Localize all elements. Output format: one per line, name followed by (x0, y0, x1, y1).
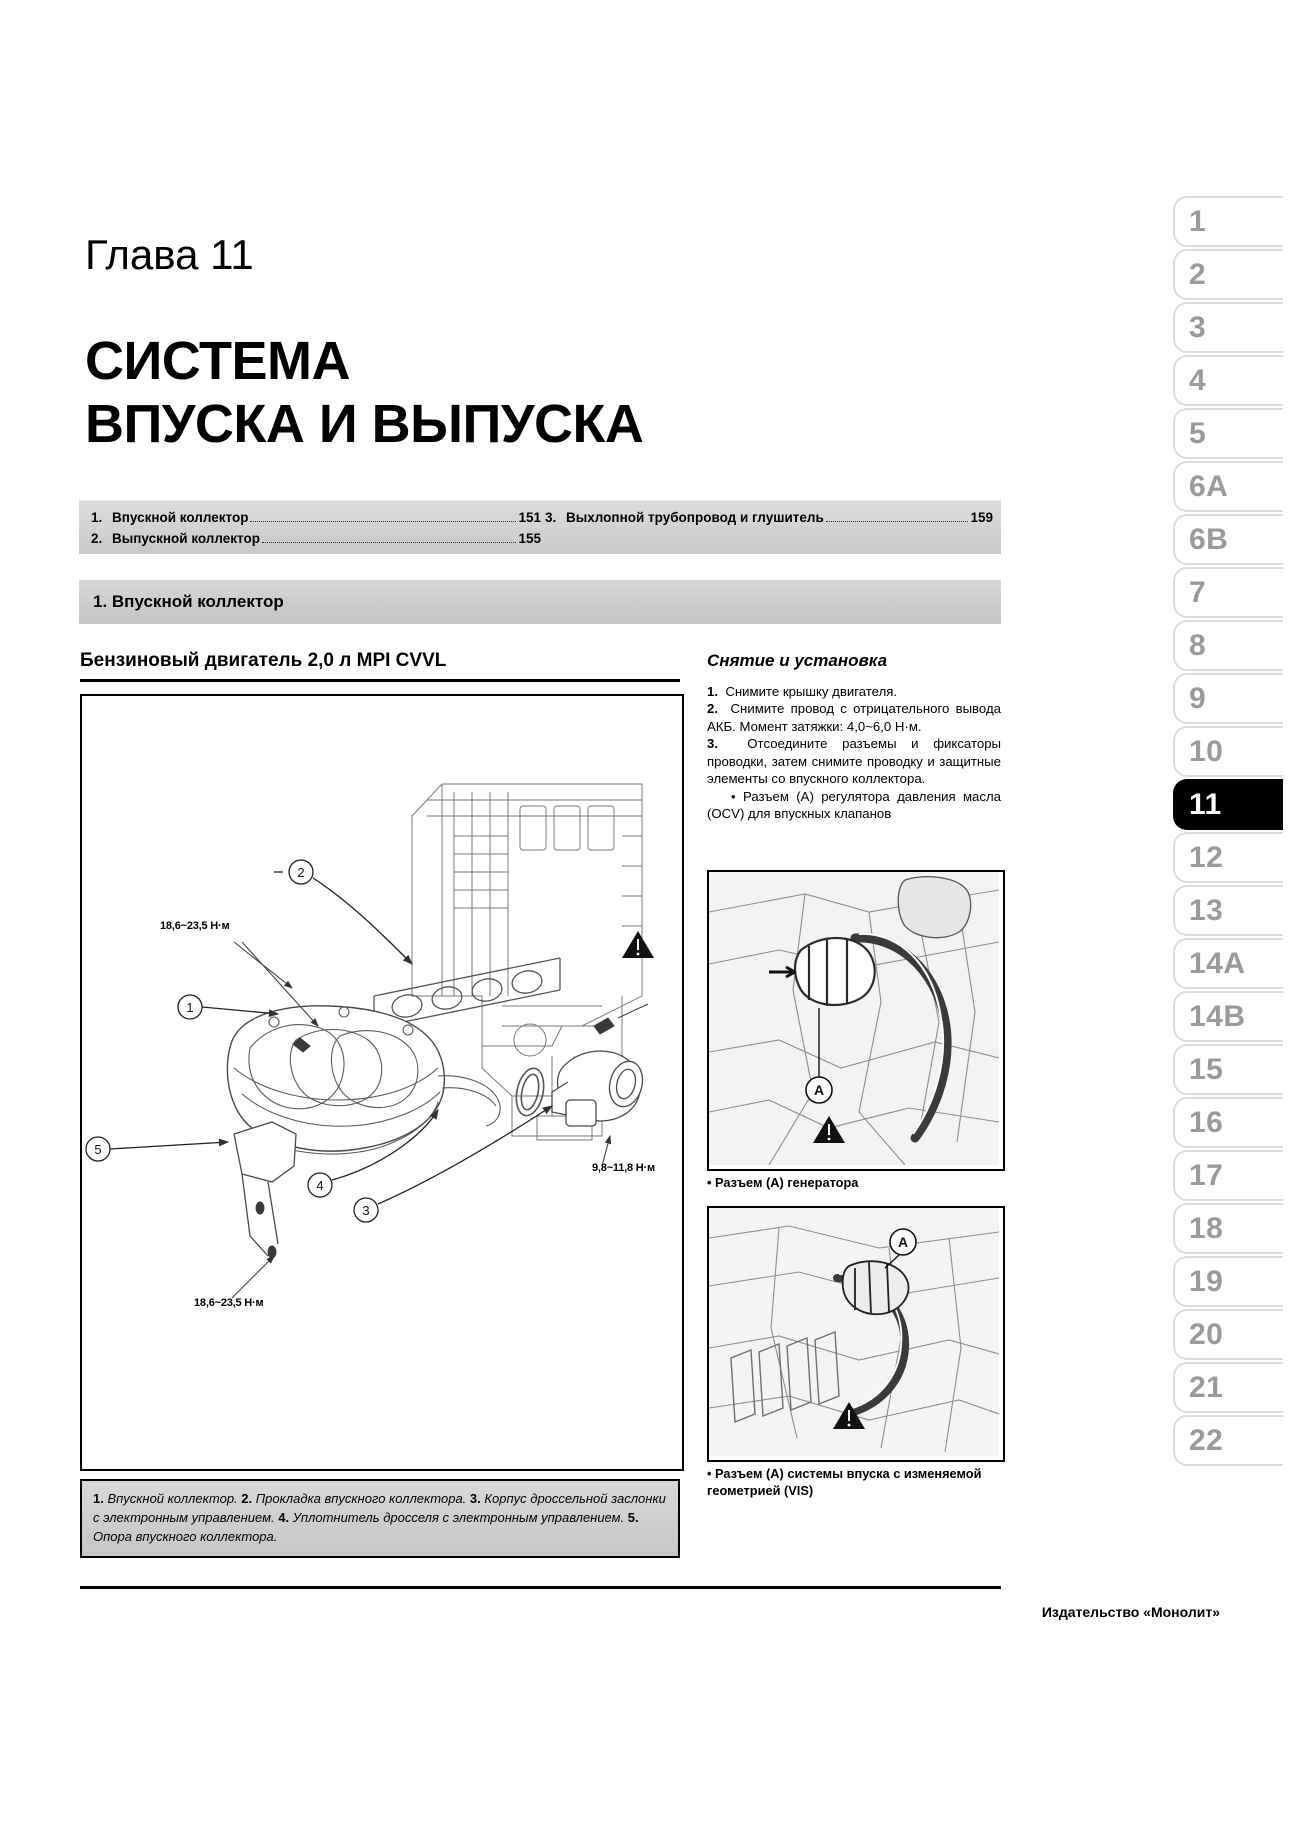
chapter-tab-9[interactable] (1173, 673, 1283, 724)
caption-item-number: 5. (627, 1509, 639, 1525)
chapter-tab-label: 1 (1189, 204, 1207, 238)
procedure-step (707, 683, 1001, 700)
photo-vis-connector (707, 1206, 1005, 1462)
toc-entry-page: 155 (518, 530, 541, 546)
chapter-tab-7[interactable] (1173, 567, 1283, 618)
section-header-label: 1. Впускной коллектор (93, 592, 284, 611)
svg-text:3: 3 (362, 1203, 370, 1218)
chapter-tab-label: 8 (1189, 628, 1207, 662)
engine-bay-photo-1 (709, 872, 999, 1165)
chapter-tab-label: 22 (1189, 1423, 1224, 1457)
chapter-tab-18[interactable] (1173, 1203, 1283, 1254)
procedure-step (707, 700, 1001, 735)
subtitle-rule (80, 679, 680, 682)
caption-item-number: 3. (469, 1491, 481, 1506)
chapter-tab-12[interactable] (1173, 832, 1283, 883)
chapter-tab-5[interactable] (1173, 408, 1283, 459)
procedure-bullet: • Разъем (А) регулятора давления масла (OCV) для впускных клапанов (707, 788, 1001, 821)
chapter-tab-label: 13 (1189, 893, 1224, 927)
section-header-bar (79, 580, 1001, 624)
chapter-tab-label: 9 (1189, 681, 1207, 715)
procedure-step-text: Снимите провод с отрицательного вывода АКБ. Момент затяжки: 4,0~6,0 Н·м. (707, 701, 1001, 734)
chapter-title-line-2: ВПУСКА И ВЫПУСКА (85, 393, 644, 454)
chapter-tab-label: 18 (1189, 1211, 1224, 1245)
caption-item-text: Корпус дроссельной заслонки с электронным управлением. (93, 1491, 666, 1525)
toc-entry[interactable] (91, 529, 541, 550)
procedure-step-number: 3. (707, 736, 718, 752)
svg-text:A: A (897, 1234, 909, 1250)
exploded-view-diagram (80, 694, 684, 1471)
chapter-tab-19[interactable] (1173, 1256, 1283, 1307)
chapter-tab-label: 17 (1189, 1158, 1224, 1192)
chapter-tab-20[interactable] (1173, 1309, 1283, 1360)
toc-entry-number: 1. (91, 510, 103, 525)
procedure-step-number: 1. (707, 684, 718, 699)
toc-entry-page: 151 (518, 510, 541, 525)
chapter-tab-22[interactable] (1173, 1415, 1283, 1466)
diagram-caption (80, 1479, 680, 1558)
toc-entry-page: 159 (970, 510, 993, 525)
engine-subtitle: Бензиновый двигатель 2,0 л MPI CVVL (80, 650, 447, 671)
procedure-step-number: 2. (707, 701, 718, 717)
torque-label-top: 18,6~23,5 Н·м (160, 920, 230, 932)
chapter-tab-label: 14B (1189, 999, 1246, 1033)
chapter-tab-label: 7 (1189, 575, 1207, 609)
chapter-tab-rail (1173, 196, 1283, 1466)
chapter-tab-label: 2 (1189, 257, 1207, 291)
chapter-tab-label: 3 (1189, 310, 1207, 344)
svg-text:4: 4 (316, 1178, 324, 1193)
chapter-tab-6B[interactable] (1173, 514, 1283, 565)
caption-item-number: 1. (93, 1491, 104, 1506)
chapter-tab-label: 19 (1189, 1264, 1224, 1298)
chapter-tab-11[interactable] (1173, 779, 1283, 830)
toc-column-left (91, 508, 541, 550)
toc-entry-title: Выхлопной трубопровод и глушитель (566, 510, 824, 525)
caption-item-number: 4. (278, 1509, 290, 1525)
chapter-tab-label: 21 (1189, 1370, 1224, 1404)
chapter-tab-label: 6A (1189, 469, 1229, 503)
toc-leader-dots (826, 521, 969, 522)
photo-caption-2-text: • Разъем (А) системы впуска с изменяемой геометрией (VIS) (707, 1466, 982, 1498)
svg-text:2: 2 (297, 865, 305, 880)
chapter-tab-label: 20 (1189, 1317, 1224, 1351)
chapter-title-line-1: СИСТЕМА (85, 331, 350, 391)
chapter-tab-3[interactable] (1173, 302, 1283, 353)
caption-item-number: 2. (241, 1491, 253, 1506)
warning-triangle-icon (622, 931, 654, 958)
chapter-tab-1[interactable] (1173, 196, 1283, 247)
chapter-tab-label: 10 (1189, 734, 1224, 768)
chapter-tab-14B[interactable] (1173, 991, 1283, 1042)
chapter-tab-14A[interactable] (1173, 938, 1283, 989)
table-of-contents (79, 500, 1001, 554)
toc-entry-title: Выпускной коллектор (112, 530, 260, 546)
chapter-tab-21[interactable] (1173, 1362, 1283, 1413)
chapter-tab-16[interactable] (1173, 1097, 1283, 1148)
svg-text:A: A (813, 1082, 825, 1098)
chapter-tab-label: 4 (1189, 363, 1207, 397)
procedure-steps (707, 683, 1001, 822)
photo-caption-2 (707, 1466, 1001, 1499)
chapter-tab-label: 5 (1189, 416, 1207, 450)
page-title (85, 330, 643, 455)
chapter-tab-8[interactable] (1173, 620, 1283, 671)
caption-item-text: Прокладка впускного коллектора. (252, 1491, 470, 1506)
footer-rule (80, 1586, 1001, 1589)
toc-entry-number: 2. (91, 530, 103, 546)
chapter-tab-10[interactable] (1173, 726, 1283, 777)
toc-entry[interactable] (91, 508, 541, 529)
chapter-tab-13[interactable] (1173, 885, 1283, 936)
photo-caption-1 (707, 1175, 1001, 1192)
chapter-tab-label: 12 (1189, 840, 1224, 874)
chapter-tab-6A[interactable] (1173, 461, 1283, 512)
procedure-heading: Снятие и установка (707, 651, 888, 670)
chapter-tab-label: 14A (1189, 946, 1246, 980)
torque-label-bottom: 18,6~23,5 Н·м (194, 1297, 264, 1309)
toc-entry-number: 3. (545, 510, 557, 525)
caption-item-text: Уплотнитель дросселя с электронным управлением. (289, 1509, 628, 1525)
caption-item-text: Впускной коллектор. (103, 1491, 242, 1506)
chapter-label: Глава 11 (85, 231, 254, 278)
svg-text:1: 1 (186, 1000, 194, 1015)
svg-text:5: 5 (94, 1142, 102, 1157)
chapter-tab-4[interactable] (1173, 355, 1283, 406)
caption-item-text: Опора впускного коллектора. (93, 1528, 278, 1544)
torque-label-right: 9,8~11,8 Н·м (592, 1162, 655, 1174)
toc-entry[interactable] (545, 508, 993, 529)
toc-leader-dots (262, 542, 516, 543)
publisher-name: Издательство «Монолит» (1041, 1604, 1220, 1620)
toc-column-right (545, 508, 993, 529)
toc-leader-dots (250, 521, 516, 522)
intake-manifold-drawing (82, 696, 678, 1465)
engine-bay-photo-2 (709, 1208, 999, 1456)
photo-ocv-connector (707, 870, 1005, 1171)
photo-caption-1-text: • Разъем (А) генератора (707, 1175, 859, 1190)
chapter-tab-15[interactable] (1173, 1044, 1283, 1095)
chapter-tab-label: 11 (1189, 787, 1222, 821)
chapter-tab-2[interactable] (1173, 249, 1283, 300)
toc-entry-title: Впускной коллектор (112, 510, 249, 525)
procedure-step (707, 735, 1001, 787)
chapter-tab-label: 15 (1189, 1052, 1224, 1086)
procedure-step-text: Снимите крышку двигателя. (725, 684, 898, 699)
chapter-tab-label: 6B (1189, 522, 1229, 556)
chapter-tab-17[interactable] (1173, 1150, 1283, 1201)
chapter-tab-label: 16 (1189, 1105, 1224, 1139)
procedure-step-text: Отсоедините разъемы и фиксаторы проводки, затем снимите проводку и защитные элементы со впускного коллектора. (707, 736, 1002, 787)
